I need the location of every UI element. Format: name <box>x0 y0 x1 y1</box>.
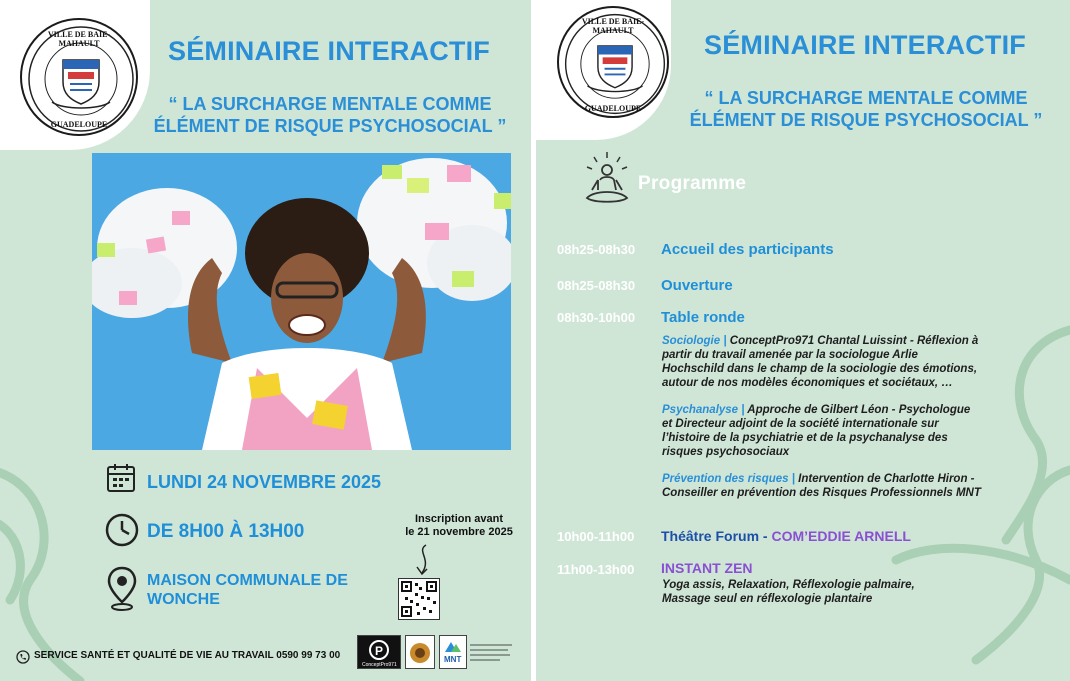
seminar-subtitle <box>676 87 1056 131</box>
sociologie-lead: Sociologie | <box>662 335 727 347</box>
seminar-title: SÉMINAIRE INTERACTIF <box>168 36 491 66</box>
mnt-tagline-block <box>470 638 520 666</box>
prevention-line-1: Intervention de Charlotte Hiron - <box>794 473 975 485</box>
time-slot-1: 08h25-08h30 <box>557 242 636 257</box>
meditation-icon <box>582 150 632 206</box>
sociologie-line-4: autour de nos modèles économiques et sociétaux, … <box>662 377 953 389</box>
subtitle-line-1: “ LA SURCHARGE MENTALE COMME <box>168 94 492 114</box>
arrow-down-icon <box>412 543 436 577</box>
clock-icon <box>105 513 139 552</box>
zen-description <box>662 578 1047 606</box>
psychanalyse-line-4: risques psychosociaux <box>662 446 790 458</box>
event-place <box>147 571 348 609</box>
time-slot-theatre: 10h00-11h00 <box>557 529 635 544</box>
prevention-lead: Prévention des risques | <box>662 473 795 485</box>
qr-code[interactable] <box>398 578 440 620</box>
place-line-2: WONCHE <box>147 591 220 608</box>
subtitle-line-1: “ LA SURCHARGE MENTALE COMME <box>704 88 1028 108</box>
sociologie-line-1: ConceptPro971 Chantal Luissint - Réflexion à <box>726 335 979 347</box>
mnt-logo <box>439 635 467 669</box>
phone-icon <box>16 650 30 669</box>
partner-logo <box>405 635 435 669</box>
svg-text:P: P <box>375 644 384 658</box>
psychanalyse-line-1: Approche de Gilbert Léon - Psychologue <box>744 404 971 416</box>
seminar-title: SÉMINAIRE INTERACTIF <box>704 30 1027 60</box>
stressed-woman-photo <box>92 153 511 450</box>
sociologie-paragraph <box>662 334 1047 390</box>
location-pin-icon <box>107 566 137 617</box>
place-line-1: MAISON COMMUNALE DE <box>147 572 348 589</box>
inscription-line-2: le 21 novembre 2025 <box>405 526 513 538</box>
footer-contact: SERVICE SANTÉ ET QUALITÉ DE VIE AU TRAVAIL 0590 99 73 00 <box>34 650 341 661</box>
time-slot-2: 08h25-08h30 <box>557 278 636 293</box>
seal-bottom-text: GUADELOUPE <box>50 120 108 129</box>
seal-top-text: VILLE DE BAIE-MAHAULT <box>47 30 111 48</box>
psychanalyse-lead: Psychanalyse | <box>662 404 745 416</box>
psychanalyse-paragraph <box>662 403 1047 459</box>
event-hours: DE 8H00 À 13H00 <box>147 521 305 542</box>
zen-line-2: Massage seul en réflexologie plantaire <box>662 593 873 605</box>
conceptpro-logo-text: ConceptPro971 <box>362 662 397 668</box>
subtitle-line-2: ÉLÉMENT DE RISQUE PSYCHOSOCIAL ” <box>689 110 1043 130</box>
subtitle-line-2: ÉLÉMENT DE RISQUE PSYCHOSOCIAL ” <box>153 116 507 136</box>
theatre-label: Théâtre Forum - <box>661 528 772 544</box>
event-label-2: Ouverture <box>661 277 733 294</box>
calendar-icon <box>105 462 137 499</box>
inscription-line-1: Inscription avant <box>414 513 504 525</box>
sociologie-line-2: partir du travail amenée par la sociologue Arlie <box>662 349 918 361</box>
time-slot-zen: 11h00-13h00 <box>557 562 635 577</box>
flyer-left-panel <box>0 0 531 681</box>
seal-top-text: VILLE DE BAIE-MAHAULT <box>581 17 645 35</box>
programme-heading: Programme <box>638 173 747 194</box>
event-label-theatre <box>661 528 911 544</box>
event-label-zen: INSTANT ZEN <box>661 560 753 576</box>
event-label-1: Accueil des participants <box>661 241 834 258</box>
conceptpro-logo <box>357 635 401 669</box>
seal-bottom-text: GUADELOUPE <box>584 104 642 113</box>
prevention-paragraph <box>662 472 1047 500</box>
mnt-logo-text: MNT <box>444 655 462 664</box>
zen-line-1: Yoga assis, Relaxation, Réflexologie palmaire, <box>662 579 915 591</box>
psychanalyse-line-2: et Directeur adjoint de la société internationale sur <box>662 418 939 430</box>
event-date: LUNDI 24 NOVEMBRE 2025 <box>147 472 382 492</box>
theatre-company: COM’EDDIE ARNELL <box>771 528 911 544</box>
seminar-subtitle <box>140 93 520 137</box>
prevention-line-2: Conseiller en prévention des Risques Professionnels MNT <box>662 487 981 499</box>
time-slot-3: 08h30-10h00 <box>557 310 636 325</box>
sociologie-line-3: Hochschild dans le champ de la sociologie des émotions, <box>662 363 978 375</box>
event-label-3: Table ronde <box>661 309 745 326</box>
registration-deadline <box>384 513 531 539</box>
psychanalyse-line-3: l’histoire de la psychiatrie et de la psychanalyse des <box>662 432 948 444</box>
